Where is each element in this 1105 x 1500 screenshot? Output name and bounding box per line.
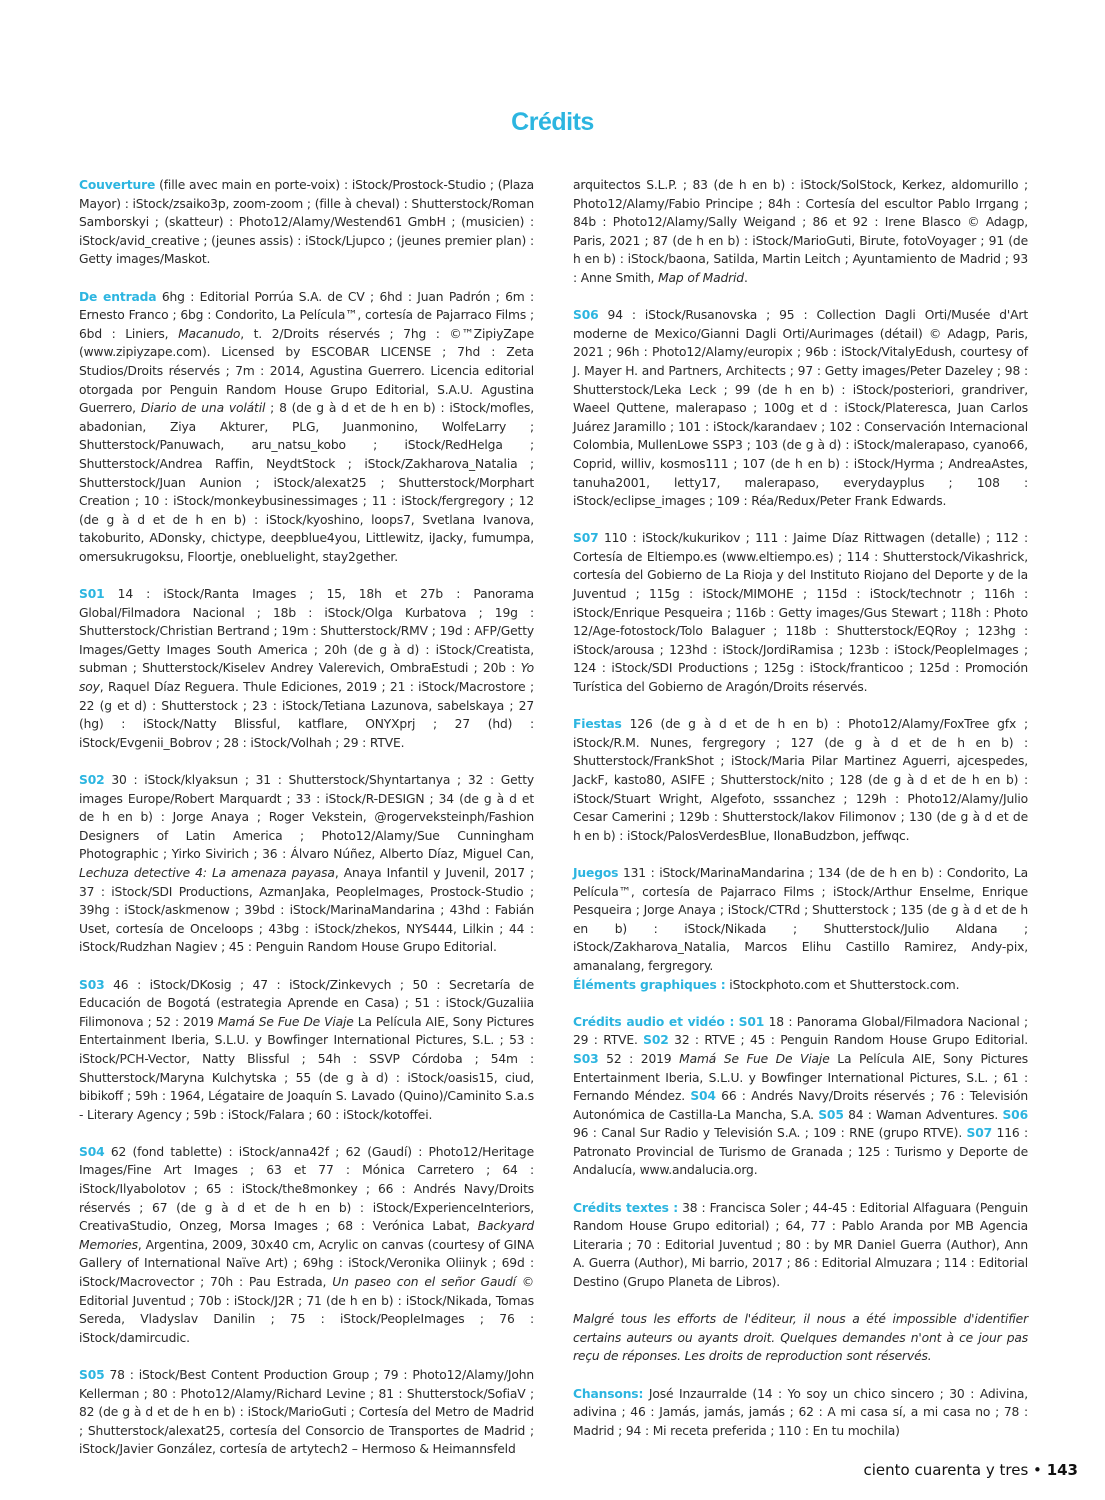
- credit-paragraph: [79, 771, 534, 957]
- credit-paragraph: [79, 176, 534, 269]
- credit-text: 94 : iStock/Rusanovska ; 95 : Collection Dagli Orti/Musée d'Art moderne de Mexico/Gianni Dagli Orti/Aurimages (détail) © Adagp, Paris, 2021 ; 96h : Photo12/Alamy/europix ; 96b : iStock/VitalyEdush, courtesy of J. Mayer H. and Partners, Architects ; 97 : Getty images/Peter Dazeley ; 98 : Shutterstock/Leka Leck ; 99 (de h en b) : iStock/posteriori, grandriver, Waeel Quttene, malerapaso ; 100g et d : iStock/Plateresca, Juan Carlos Juárez Jaramillo ; 101 : iStock/karandaev ; 102 : Conservación Internacional Colombia, MullenLowe SSP3 ; 103 (de g à d) : iStock/malerapaso, cyano66, Coprid, williv, kosmos111 ; 107 (de h en b) : iStock/Hyrma ; AndreaAstes, tanuha2001, letty17, malerapaso, everydayplus ; 108 : iStock/eclipse_images ; 109 : Réa/Redux/Peter Frank Edwards.: [573, 308, 1028, 509]
- section-label: S06: [1002, 1107, 1028, 1122]
- italic-title: Macanudo: [178, 326, 241, 341]
- italic-title: Malgré tous les efforts de l'éditeur, il nous a été impossible d'identifier certains auteurs ou ayants droit. Quelques demandes n'ont à ce jour pas reçu de réponses. Les droits de reproduction sont réservés.: [573, 1312, 1028, 1364]
- credit-text: 18 : Panorama Global/Filmadora Nacional ; 29 : RTVE.: [573, 1014, 1029, 1048]
- section-label: S06: [573, 308, 599, 323]
- credit-text: 46 : iStock/DKosig ; 47 : iStock/Zinkevych ; 50 : Secretaría de Educación de Bogotá (estrategia Aprende en Casa) ; 51 : iStock/Guzaliia Filimonova ; 52 : 2019: [79, 977, 534, 1029]
- credit-paragraph: [79, 585, 534, 752]
- credit-text: La Película AIE, Sony Pictures Entertainment Iberia, S.L.U. y Bowfinger International Pictures, S.L. ; 53 : iStock/PCH-Vector, Natty Blissful ; 54h : SSVP Córdoba ; 54m : Shutterstock/Maryna Kulchytska ; 55 (de g à d) : iStock/oasis15, ciud, bibikoff ; 59h : 1964, Légataire de Joaquín S. Lavado (Quino)/Caminito S.a.s - Literary Agency ; 59b : iStock/Falara ; 60 : iStock/kotoffei.: [79, 1014, 534, 1122]
- italic-title: Yo soy: [79, 661, 534, 695]
- credit-text: arquitectos S.L.P. ; 83 (de h en b) : iStock/SolStock, Kerkez, aldomurillo ; Photo12/Alamy/Fabio Principe ; 84h : Cortesía del escultor Pablo Irrgang ; 84b : Photo12/Alamy/Sally Weigand ; 86 et 92 : Irene Blasco © Adagp, Paris, 2021 ; 87 (de h en b) : iStock/MarioGuti, Birute, fotoVoyager ; 91 (de h en b) : iStock/baona, Satilda, Martin Leitch ; Ayuntamiento de Madrid ; 93 : Anne Smith,: [573, 178, 1028, 285]
- credit-paragraph: [79, 976, 534, 1125]
- credit-paragraph: [573, 529, 1028, 696]
- credits-column-left: [79, 176, 534, 1478]
- section-label: S01: [79, 587, 105, 602]
- credit-paragraph: [79, 1143, 534, 1348]
- italic-title: Mamá Se Fue De Viaje: [679, 1051, 830, 1066]
- section-label: S02: [79, 773, 105, 787]
- credit-text: 62 (fond tablette) : iStock/anna42f ; 62 (Gaudí) : Photo12/Heritage Images/Fine Art Images ; 63 et 77 : Mónica Carretero ; 64 : iStock/Ilyabolotov ; 65 : iStock/the8monkey ; 66 : Andrés Navy/Droits réservés ; 67 (de g à d et de h en b) : iStock/ExperienceInteriors, CreativaStudio, Onzeg, Morsa Images ; 68 : Verónica Labat,: [79, 1144, 534, 1234]
- credit-text: 52 : 2019: [598, 1051, 680, 1066]
- italic-title: Map of Madrid: [658, 270, 744, 285]
- credit-text: 131 : iStock/MarinaMandarina ; 134 (de de h en b) : Condorito, La Película™, cortesía de Pajarraco Films ; iStock/Arthur Enselme, Enrique Pesqueira ; Jorge Anaya ; iStock/CTRd ; Shutterstock ; 135 (de g à d et de h en b) : iStock/Nikada ; Shutterstock/Julio Aldana ; iStock/Zakharova_Natalia, Marcos Elihu Castillo Ramirez, Andy-pix, amanalang, fergregory.: [573, 865, 1028, 973]
- credit-text: 30 : iStock/klyaksun ; 31 : Shutterstock/Shyntartanya ; 32 : Getty images Europe/Robert Marquardt ; 33 : iStock/R-DESIGN ; 34 (de g à d et de h en b) : Jorge Anaya ; Roger Vekstein, @rogerveksteinph/Fashion Designers of Latin America ; Photo12/Alamy/Sue Cunningham Photographic ; Yirko Sivirich ; 36 : Álvaro Núñez, Alberto Díaz, Miguel Can,: [79, 773, 534, 862]
- credit-text: 110 : iStock/kukurikov ; 111 : Jaime Díaz Rittwagen (detalle) ; 112 : Cortesía de Eltiempo.es (www.eltiempo.es) ; 114 : Shutterstock/Vikashrick, cortesía del Gobierno de La Rioja y del Instituto Riojano del Deporte y de la Juventud ; 115g : iStock/MIMOHE ; 115d : iStock/technotr ; 116h : iStock/Enrique Pesqueira ; 116b : Getty images/Gus Stewart ; 118h : Photo 12/Age-fotostock/Tolo Balaguer ; 118b : Shutterstock/EQRoy ; 123hg : iStock/arousa ; 123hd : iStock/JordiRamisa ; 123b : iStock/PeopleImages ; 124 : iStock/SDI Productions ; 125g : iStock/franticoo ; 125d : Promoción Turística del Gobierno de Aragón/Droits réservés.: [573, 531, 1028, 695]
- page-footer: [864, 1461, 1078, 1479]
- section-label: Chansons:: [573, 1386, 644, 1401]
- section-label: S07: [573, 531, 599, 546]
- section-label: S04: [79, 1144, 105, 1159]
- credit-paragraph: [573, 715, 1028, 845]
- section-label: De entrada: [79, 289, 157, 304]
- section-label: S04: [690, 1089, 716, 1104]
- section-label: S02: [643, 1033, 669, 1048]
- section-label: S07: [966, 1126, 993, 1141]
- credit-text: © Editorial Juventud ; 70b : iStock/J2R ; 71 (de h en b) : iStock/Nikada, Tomas Sereda, Vladyslav Danilin ; 75 : iStock/PeopleImages ; 76 : iStock/damircudic.: [79, 1275, 534, 1345]
- credit-text: José Inzaurralde (14 : Yo soy un chico sincero ; 30 : Adivina, adivina ; 46 : Jamás, jamás, jamás ; 62 : A mi casa sí, a mi casa no ; 78 : Madrid ; 94 : Mi receta preferida ; 110 : En tu mochila): [573, 1386, 1028, 1438]
- credit-paragraph: [573, 176, 1028, 288]
- section-label: S05: [818, 1107, 844, 1122]
- section-label: Éléments graphiques :: [573, 977, 726, 992]
- section-label: Fiestas: [573, 717, 622, 732]
- section-label: Couverture: [79, 178, 156, 192]
- italic-title: Mamá Se Fue De Viaje: [217, 1014, 354, 1029]
- credit-paragraph: [79, 1366, 534, 1459]
- credit-text: , Argentina, 2009, 30x40 cm, Acrylic on canvas (courtesy of GINA Gallery of International Naïve Art) ; 69hg : iStock/Veronika Oliinyk ; 69d : iStock/Macrovector ; 70h : Pau Estrada,: [79, 1237, 534, 1290]
- section-label: S01: [738, 1014, 765, 1029]
- credit-text: 32 : RTVE ; 45 : Penguin Random House Grupo Editorial.: [668, 1033, 1028, 1048]
- credit-text: 116 : Patronato Provincial de Turismo de Granada ; 125 : Turismo y Deporte de Andalucía, www.andalucia.org.: [573, 1126, 1028, 1178]
- credit-text: ; 8 (de g à d et de h en b) : iStock/mofles, abadonian, Ziya Akturer, PLG, Juanmonino, WolfeLarry ; Shutterstock/Panuwach, aru_natsu_kobo ; iStock/RedHelga ; Shutterstock/Andrea Raffin, NeydtStock ; iStock/Zakharova_Natalia ; Shutterstock/Juan Aunion ; iStock/alexat25 ; Shutterstock/Morphart Creation ; 10 : iStock/monkeybusinessimages ; 11 : iStock/fergregory ; 12 (de g à d et de h en b) : iStock/kyoshino, loops7, Svetlana Ivanova, takoburito, ADonsky, chictype, deepblue4you, Littlewitz, iJacky, fumumpa, omersukrugoksu, Floortje, onebluelight, stay2gether.: [79, 401, 534, 564]
- credits-column-right: [573, 176, 1028, 1459]
- credit-paragraph: [573, 864, 1028, 994]
- section-label: S03: [79, 977, 105, 992]
- credit-text: 84 : Waman Adventures.: [843, 1107, 1003, 1122]
- credit-text: La Película AIE, Sony Pictures Entertainment Iberia, S.L.U. y Bowfinger International Pictures, S.L. ; 61 : Fernando Méndez.: [573, 1051, 1028, 1104]
- credit-text: .: [743, 270, 748, 285]
- credit-paragraph: [573, 1385, 1028, 1441]
- credit-paragraph: [79, 288, 534, 567]
- credit-paragraph: [573, 1199, 1028, 1292]
- credit-text: 66 : Andrés Navy/Droits réservés ; 76 : Televisión Autonómica de Castilla-La Mancha, S.A.: [573, 1089, 1028, 1122]
- credit-text: , Anaya Infantil y Juvenil, 2017 ; 37 : iStock/SDI Productions, AzmanJaka, PeopleImages, Prostock-Studio ; 39hg : iStock/askmenow ; 39bd : iStock/MarinaMandarina ; 43hd : Fabián Uset, cortesía de Onceloops ; 43bg : iStock/zhekos, NYS444, Lilkin ; 44 : iStock/Rudzhan Nagiev ; 45 : Penguin Random House Grupo Editorial.: [79, 865, 535, 955]
- section-label: S03: [573, 1051, 599, 1066]
- credit-text: , Raquel Díaz Reguera. Thule Ediciones, 2019 ; 21 : iStock/Macrostore ; 22 (g et d) : Shutterstock ; 23 : iStock/Tetiana Lazunova, sabelskaya ; 27 (hg) : iStock/Natty Blissful, katflare, ONYXprj ; 27 (hd) : iStock/Evgenii_Bobrov ; 28 : iStock/Volhah ; 29 : RTVE.: [79, 680, 534, 750]
- credit-text: 38 : Francisca Soler ; 44-45 : Editorial Alfaguara (Penguin Random House Grupo editorial) ; 64, 77 : Pablo Aranda por MB Agencia Literaria ; 70 : Editorial Juventud ; 80 : by MR Daniel Guerra (Author), Ann A. Guerra (Author), Mi barrio, 2017 ; 86 : Editorial Almuzara ; 114 : Editorial Destino (Grupo Planeta de Libros).: [573, 1200, 1028, 1290]
- credit-text: 126 (de g à d et de h en b) : Photo12/Alamy/FoxTree gfx ; iStock/R.M. Nunes, fergregory ; 127 (de g à d et de h en b) : Shutterstock/FrankShot ; iStock/Maria Pilar Martinez Aguerri, ajcespedes, JackF, kasto80, ASIFE ; Shutterstock/nito ; 128 (de g à d et de h en b) : iStock/Stuart Wright, Algefoto, sssanchez ; 129h : Photo12/Alamy/Julio Cesar Camerini ; 129b : Shutterstock/Iakov Filimonov ; 130 (de g à d et de h en b) : iStock/PalosVerdesBlue, IlonaBudzbon, jeffwqc.: [573, 717, 1028, 843]
- page-number-words: ciento cuarenta y tres: [863, 1461, 1029, 1479]
- page-title: Crédits: [511, 108, 594, 136]
- section-label: Crédits textes :: [573, 1200, 679, 1215]
- credit-text: 78 : iStock/Best Content Production Group ; 79 : Photo12/Alamy/John Kellerman ; 80 : Photo12/Alamy/Richard Levine ; 81 : Shutterstock/SofiaV ; 82 (de g à d et de h en b) : iStock/MarioGuti ; Cortesía del Metro de Madrid ; Shutterstock/alexat25, cortesía del Consorcio de Transportes de Madrid ; iStock/Javier González, cortesía de artytech2 – Hermoso & Heimannsfeld: [79, 1368, 534, 1457]
- italic-title: Un paseo con el señor Gaudí: [332, 1275, 516, 1290]
- credit-text: 6hg : Editorial Porrúa S.A. de CV ; 6hd : Juan Padrón ; 6m : Ernesto Franco ; 6bg : Condorito, La Película™, cortesía de Pajarraco Films ; 6bd : Liniers,: [79, 289, 535, 341]
- italic-title: Lechuza detective 4: La amenaza payasa: [79, 865, 335, 880]
- footer-bullet: •: [1033, 1461, 1042, 1479]
- credit-paragraph: [573, 306, 1028, 511]
- credit-text: 14 : iStock/Ranta Images ; 15, 18h et 27b : Panorama Global/Filmadora Nacional ; 18b : iStock/Olga Kurbatova ; 19g : Shutterstock/Christian Bertrand ; 19m : Shutterstock/RMV ; 19d : AFP/Getty Images/Getty Images South America ; 20h (de g à d) : iStock/Creatista, subman ; Shutterstock/Kiselev Andrey Valerevich, OmbraEstudi ; 20b :: [79, 587, 534, 676]
- italic-title: Backyard Memories: [79, 1219, 534, 1252]
- section-label: S05: [79, 1368, 105, 1382]
- page-number: 143: [1046, 1461, 1078, 1479]
- italic-title: Diario de una volátil: [140, 401, 266, 416]
- credit-paragraph: [573, 1013, 1028, 1180]
- credit-text: (fille avec main en porte-voix) : iStock/Prostock-Studio ; (Plaza Mayor) : iStock/zsaiko3p, zoom-zoom ; (fille à cheval) : Shutterstock/Roman Samborskyi ; (skatteur) : Photo12/Alamy/Westend61 GmbH ; (musicien) : iStock/avid_creative ; (jeunes assis) : iStock/Ljupco ; (jeunes premier plan) : Getty images/Maskot.: [79, 178, 534, 267]
- section-label: Juegos: [573, 865, 619, 880]
- credit-text: , t. 2/Droits réservés ; 7hg : ©™ZipiyZape (www.zipiyzape.com). Licensed by ESCOBAR LICENSE ; 7hd : Zeta Studios/Droits réservés ; 7m : 2014, Agustina Guerrero. Licencia editorial otorgada por Penguin Random House Grupo Editorial, S.A.U. Agustina Guerrero,: [79, 326, 535, 416]
- credit-text: 96 : Canal Sur Radio y Televisión S.A. ; 109 : RNE (grupo RTVE).: [573, 1126, 967, 1141]
- section-label: Crédits audio et vidéo :: [573, 1014, 735, 1029]
- credit-text: iStockphoto.com et Shutterstock.com.: [725, 977, 960, 992]
- credit-paragraph: [573, 1310, 1028, 1366]
